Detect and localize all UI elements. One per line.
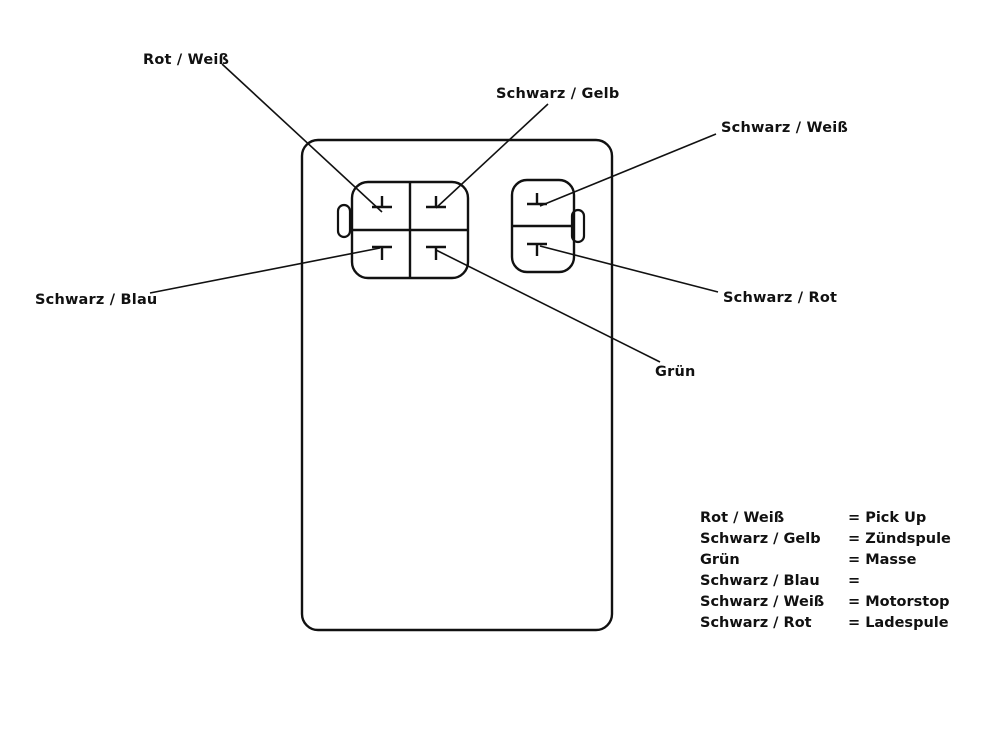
legend-row [700, 550, 951, 571]
pin-label-schwarz-blau: Schwarz / Blau [35, 292, 158, 308]
legend-term: Schwarz / Rot [700, 615, 812, 631]
connector-4pin-latch [338, 205, 350, 237]
legend-term: Schwarz / Weiß [700, 594, 825, 610]
legend-definition: = [848, 573, 861, 589]
legend-definition: = Masse [848, 552, 917, 568]
legend [700, 508, 951, 634]
pin-label-schwarz-weiss: Schwarz / Weiß [721, 120, 849, 136]
legend-term: Grün [700, 552, 740, 568]
leader-line-schwarz-gelb [436, 104, 548, 208]
legend-row [700, 592, 951, 613]
leader-line-gruen [436, 250, 660, 362]
cdi-body [302, 140, 612, 630]
legend-definition: = Motorstop [848, 594, 950, 610]
leader-line-schwarz-blau [150, 248, 380, 293]
legend-term: Schwarz / Gelb [700, 531, 821, 547]
legend-definition: = Pick Up [848, 510, 927, 526]
legend-term: Rot / Weiß [700, 510, 785, 526]
legend-definition: = Zündspule [848, 531, 951, 547]
legend-row [700, 529, 951, 550]
pin-label-rot-weiss: Rot / Weiß [143, 52, 230, 68]
legend-definition: = Ladespule [848, 615, 949, 631]
legend-term: Schwarz / Blau [700, 573, 820, 589]
legend-row [700, 508, 951, 529]
leader-line-schwarz-weiss [540, 134, 716, 206]
legend-row [700, 613, 951, 634]
pin-label-gruen: Grün [655, 364, 696, 380]
pin-label-schwarz-gelb: Schwarz / Gelb [496, 86, 620, 102]
legend-row [700, 571, 951, 592]
pin-label-schwarz-rot: Schwarz / Rot [723, 290, 838, 306]
